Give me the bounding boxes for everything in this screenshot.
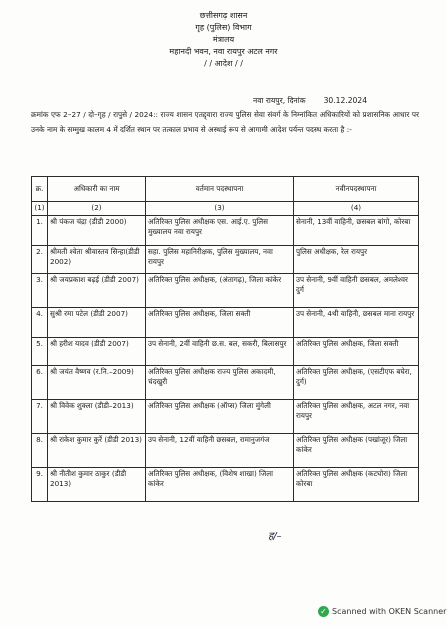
table-body: [32, 215, 419, 501]
officer-name-cell: श्री हरीश यादव (डीडी 2007): [48, 337, 146, 365]
new-posting-cell: सेनानी, 13वीं वाहिनी, छसबल बांगो, कोरबा: [294, 215, 419, 245]
officer-name-cell: श्री जयंत वैष्णव (र.नि.–2009): [48, 365, 146, 399]
new-posting-cell: अतिरिक्त पुलिस अधीक्षक, अटल नगर, नवा रायपुर: [294, 399, 419, 433]
column-number-row: [32, 202, 419, 216]
officer-name-cell: श्री जयप्रकाश बढ़ई (डीडी 2007): [48, 273, 146, 307]
officer-name-cell: श्री पंकज चंद्रा (डीडी 2000): [48, 215, 146, 245]
header-ministry: मंत्रालय: [212, 35, 235, 44]
new-posting-cell: अतिरिक्त पुलिस अधीक्षक, जिला सक्ती: [294, 337, 419, 365]
order-date: 30.12.2024: [323, 96, 368, 105]
signature: ह/–: [268, 531, 282, 542]
scanner-logo-icon: ✓: [318, 606, 329, 617]
column-number: (2): [48, 202, 146, 216]
new-posting-cell: उप सेनानी, 9वीं वाहिनी छसबल, अमलेश्वर दुर्ग: [294, 273, 419, 307]
serial-cell: 9.: [32, 467, 48, 501]
table-row: [32, 337, 419, 365]
header-current-posting: वर्तमान पदस्थापना: [146, 177, 294, 202]
current-posting-cell: अतिरिक्त पुलिस अधीक्षक, जिला सक्ती: [146, 307, 294, 337]
scanner-text: Scanned with OKEN Scanner: [332, 607, 447, 616]
header-government: छत्तीसगढ़ शासन: [199, 11, 248, 20]
new-posting-cell: अतिरिक्त पुलिस अधीक्षक, (एसटीएफ बघेरा, दुर्ग): [294, 365, 419, 399]
new-posting-cell: उप सेनानी, 4थी वाहिनी, छसबल माना रायपुर: [294, 307, 419, 337]
serial-cell: 2.: [32, 245, 48, 273]
officer-name-cell: सुश्री रमा पटेल (डीडी 2007): [48, 307, 146, 337]
serial-cell: 7.: [32, 399, 48, 433]
serial-cell: 6.: [32, 365, 48, 399]
header-new-posting: नवीनपदस्थापना: [294, 177, 419, 202]
current-posting-cell: अतिरिक्त पुलिस अधीक्षक एस. आई.ए. पुलिस मुख्यालय नवा रायपुर: [146, 215, 294, 245]
scanner-watermark: [318, 606, 446, 617]
officer-name-cell: श्री विवेक शुक्ला (डीडी–2013): [48, 399, 146, 433]
officer-name-cell: श्रीमती श्वेता श्रीवास्तव सिन्हा(डीडी 2002): [48, 245, 146, 273]
table-header-row: [32, 177, 419, 202]
table-row: [32, 365, 419, 399]
column-number: (3): [146, 202, 294, 216]
table-row: [32, 467, 419, 501]
officer-name-cell: श्री नीतीश कुमार ठाकुर (डीडी 2013): [48, 467, 146, 501]
header-officer-name: अधिकारी का नाम: [48, 177, 146, 202]
header-order-title: / / आदेश / /: [204, 59, 243, 68]
current-posting-cell: उप सेनानी, 2वीं वाहिनी छ.स. बल, सकरी, बिलासपुर: [146, 337, 294, 365]
table-row: [32, 215, 419, 245]
current-posting-cell: अतिरिक्त पुलिस अधीक्षक (ऑप्स) जिला मुंगेली: [146, 399, 294, 433]
table-row: [32, 273, 419, 307]
header-department: गृह (पुलिस) विभाग: [195, 23, 252, 32]
officer-name-cell: श्री राकेश कुमार कुर्रे (डीडी 2013): [48, 433, 146, 467]
table-row: [32, 399, 419, 433]
serial-cell: 8.: [32, 433, 48, 467]
serial-cell: 5.: [32, 337, 48, 365]
header-address: महानदी भवन, नवा रायपुर अटल नगर: [169, 47, 278, 56]
column-number: (4): [294, 202, 419, 216]
table-row: [32, 433, 419, 467]
current-posting-cell: उप सेनानी, 12वीं वाहिनी छसबल, रामानुजगंज: [146, 433, 294, 467]
letterhead: [0, 10, 447, 70]
table-row: [32, 307, 419, 337]
new-posting-cell: अतिरिक्त पुलिस अधीक्षक (पखांजूर) जिला कांकेर: [294, 433, 419, 467]
current-posting-cell: अतिरिक्त पुलिस अधीक्षक, (विशेष शाखा) जिला कांकेर: [146, 467, 294, 501]
order-paragraph: क्रमांक एफ 2–27 / दो–गृह / रापुसे / 2024:: राज्य शासन एतद्द्वारा राज्य पुलिस सेवा संवर्ग के निम्नांकित अधिकारियों को प्रशासनिक आधार पर उनके नाम के सम्मुख कालम 4 में दर्शित स्थान पर तत्काल प्रभाव से अस्थाई रूप से आगामी आदेश पर्यन्त पदस्थ करता है :-: [31, 110, 419, 134]
new-posting-cell: पुलिस अधीक्षक, रेल रायपुर: [294, 245, 419, 273]
column-number: (1): [32, 202, 48, 216]
serial-cell: 4.: [32, 307, 48, 337]
current-posting-cell: सहा. पुलिस महानिरीक्षक, पुलिस मुख्यालय, नवा रायपुर: [146, 245, 294, 273]
new-posting-cell: अतिरिक्त पुलिस अधीक्षक (कटघोरा) जिला कोरबा: [294, 467, 419, 501]
date-place: नवा रायपुर, दिनांक: [253, 96, 306, 105]
serial-cell: 3.: [32, 273, 48, 307]
current-posting-cell: अतिरिक्त पुलिस अधीक्षक राज्य पुलिस अकादमी, चंदखुरी: [146, 365, 294, 399]
transfer-table: [31, 176, 419, 502]
serial-cell: 1.: [32, 215, 48, 245]
header-serial: क्र.: [32, 177, 48, 202]
current-posting-cell: अतिरिक्त पुलिस अधीक्षक, (अंतागढ़), जिला कांकेर: [146, 273, 294, 307]
date-line: [253, 96, 367, 106]
table-row: [32, 245, 419, 273]
